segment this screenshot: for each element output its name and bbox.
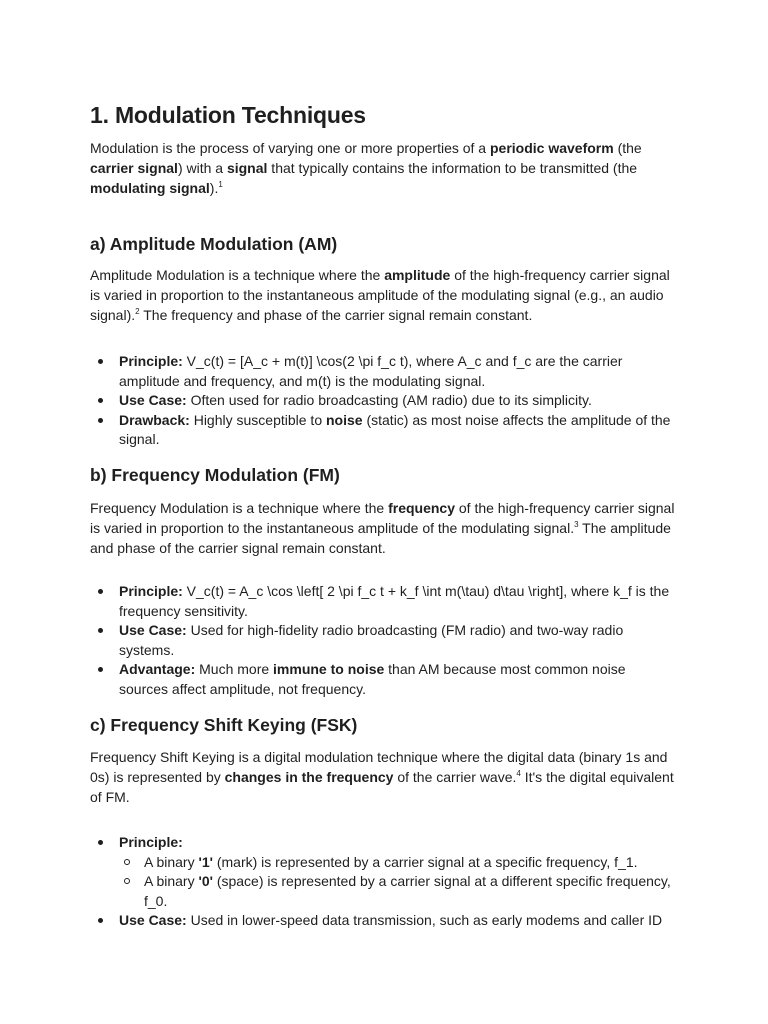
list-item-principle xyxy=(90,833,676,911)
bullet-text: Used in lower-speed data transmission, such as early modems and caller ID xyxy=(186,912,663,928)
fsk-sub-list xyxy=(119,853,676,912)
sub-list-item xyxy=(119,853,676,873)
intro-text: ). xyxy=(209,180,219,197)
bullet-label: Advantage: xyxy=(119,661,196,677)
am-text: Amplitude Modulation is a technique where the xyxy=(90,267,385,283)
fsk-text: of the carrier wave. xyxy=(393,769,517,786)
fm-bullet-list xyxy=(90,582,676,699)
fm-text: The amplitude and phase of the carrier signal remain constant. xyxy=(90,520,671,557)
section-heading-fm: b) Frequency Modulation (FM) xyxy=(90,465,340,485)
fsk-bullet-list xyxy=(90,833,676,931)
bullet-text: (static) as most noise affects the amplitude of the signal. xyxy=(119,411,671,447)
section-heading-am: a) Amplitude Modulation (AM) xyxy=(90,234,338,254)
intro-bold-periodic-waveform: periodic waveform xyxy=(489,140,614,156)
list-item-use-case xyxy=(90,911,676,931)
bullet-bold-immune-to-noise: immune to noise xyxy=(273,661,385,677)
fsk-bold-changes-in-frequency: changes in the frequency xyxy=(224,769,394,786)
fm-bold-frequency: frequency xyxy=(388,500,455,516)
am-text: of the high-frequency carrier signal is varied in proportion to the instantaneous amplitude of the modulating signal (e.g., an audio signal). xyxy=(90,267,670,324)
footnote-ref: 1 xyxy=(218,180,223,190)
bullet-label: Use Case: xyxy=(119,392,187,408)
bullet-text: V_c(t) = A_c \cos \left[ 2 \pi f_c t + k_f \int m(\tau) d\tau \right], where k_f is the frequency sensitivity. xyxy=(119,583,670,619)
sub-item-text: A binary xyxy=(144,853,199,870)
footnote-ref: 3 xyxy=(574,520,579,530)
intro-text: Modulation is the process of varying one or more properties of a xyxy=(90,140,490,156)
intro-bold-carrier-signal: carrier signal xyxy=(90,160,178,177)
list-item-drawback xyxy=(90,411,676,450)
bullet-label: Use Case: xyxy=(119,912,187,928)
bullet-bold-noise: noise xyxy=(326,411,363,428)
footnote-ref: 4 xyxy=(516,769,521,779)
page-title: 1. Modulation Techniques xyxy=(90,102,366,128)
sub-item-text: (space) is represented by a carrier signal at a different specific frequency, f_0. xyxy=(144,873,671,909)
bullet-text: Highly susceptible to xyxy=(189,411,326,428)
am-text: The frequency and phase of the carrier signal remain constant. xyxy=(139,307,533,324)
sub-list-item xyxy=(119,872,676,911)
sub-item-bold: '0' xyxy=(198,873,213,889)
bullet-text: Much more xyxy=(195,661,274,677)
bullet-text: Used for high-fidelity radio broadcasting (FM radio) and two-way radio systems. xyxy=(119,622,624,658)
footnote-ref: 2 xyxy=(135,307,140,317)
bullet-text: than AM because most common noise sources affect amplitude, not frequency. xyxy=(119,661,626,697)
bullet-label: Principle: xyxy=(119,834,183,850)
fm-text: Frequency Modulation is a technique where the xyxy=(90,500,389,516)
list-item-principle xyxy=(90,352,676,391)
list-item-advantage xyxy=(90,660,676,699)
fm-paragraph xyxy=(90,498,676,559)
fsk-paragraph xyxy=(90,747,676,808)
bullet-label: Principle: xyxy=(119,353,183,369)
sub-item-text: A binary xyxy=(144,873,199,889)
bullet-text: V_c(t) = [A_c + m(t)] \cos(2 \pi f_c t), where A_c and f_c are the carrier amplitude and frequency, and m(t) is the modulating signal. xyxy=(119,353,623,389)
fsk-text: It's the digital equivalent of FM. xyxy=(90,769,674,806)
intro-bold-signal: signal xyxy=(226,160,268,177)
am-bullet-list xyxy=(90,352,676,450)
fsk-text: Frequency Shift Keying is a digital modulation technique where the digital data (binary 1s and 0s) is represented by xyxy=(90,749,668,786)
list-item-use-case xyxy=(90,621,676,660)
intro-paragraph xyxy=(90,138,676,199)
bullet-label: Use Case: xyxy=(119,622,187,638)
fm-text: of the high-frequency carrier signal is varied in proportion to the instantaneous amplitude of the modulating signal. xyxy=(90,500,675,537)
sub-item-text: (mark) is represented by a carrier signal at a specific frequency, f_1. xyxy=(212,853,638,870)
bullet-label: Principle: xyxy=(119,583,183,599)
bullet-label: Drawback: xyxy=(119,411,190,428)
intro-text: that typically contains the information to be transmitted (the xyxy=(267,160,638,177)
list-item-principle xyxy=(90,582,676,621)
am-bold-amplitude: amplitude xyxy=(384,267,451,283)
intro-text: (the xyxy=(613,140,642,156)
intro-bold-modulating-signal: modulating signal xyxy=(90,180,210,197)
list-item-use-case xyxy=(90,391,676,411)
bullet-text: Often used for radio broadcasting (AM radio) due to its simplicity. xyxy=(186,392,592,408)
sub-item-bold: '1' xyxy=(198,853,213,870)
am-paragraph xyxy=(90,265,676,326)
intro-text: ) with a xyxy=(177,160,227,177)
section-heading-fsk: c) Frequency Shift Keying (FSK) xyxy=(90,715,358,735)
